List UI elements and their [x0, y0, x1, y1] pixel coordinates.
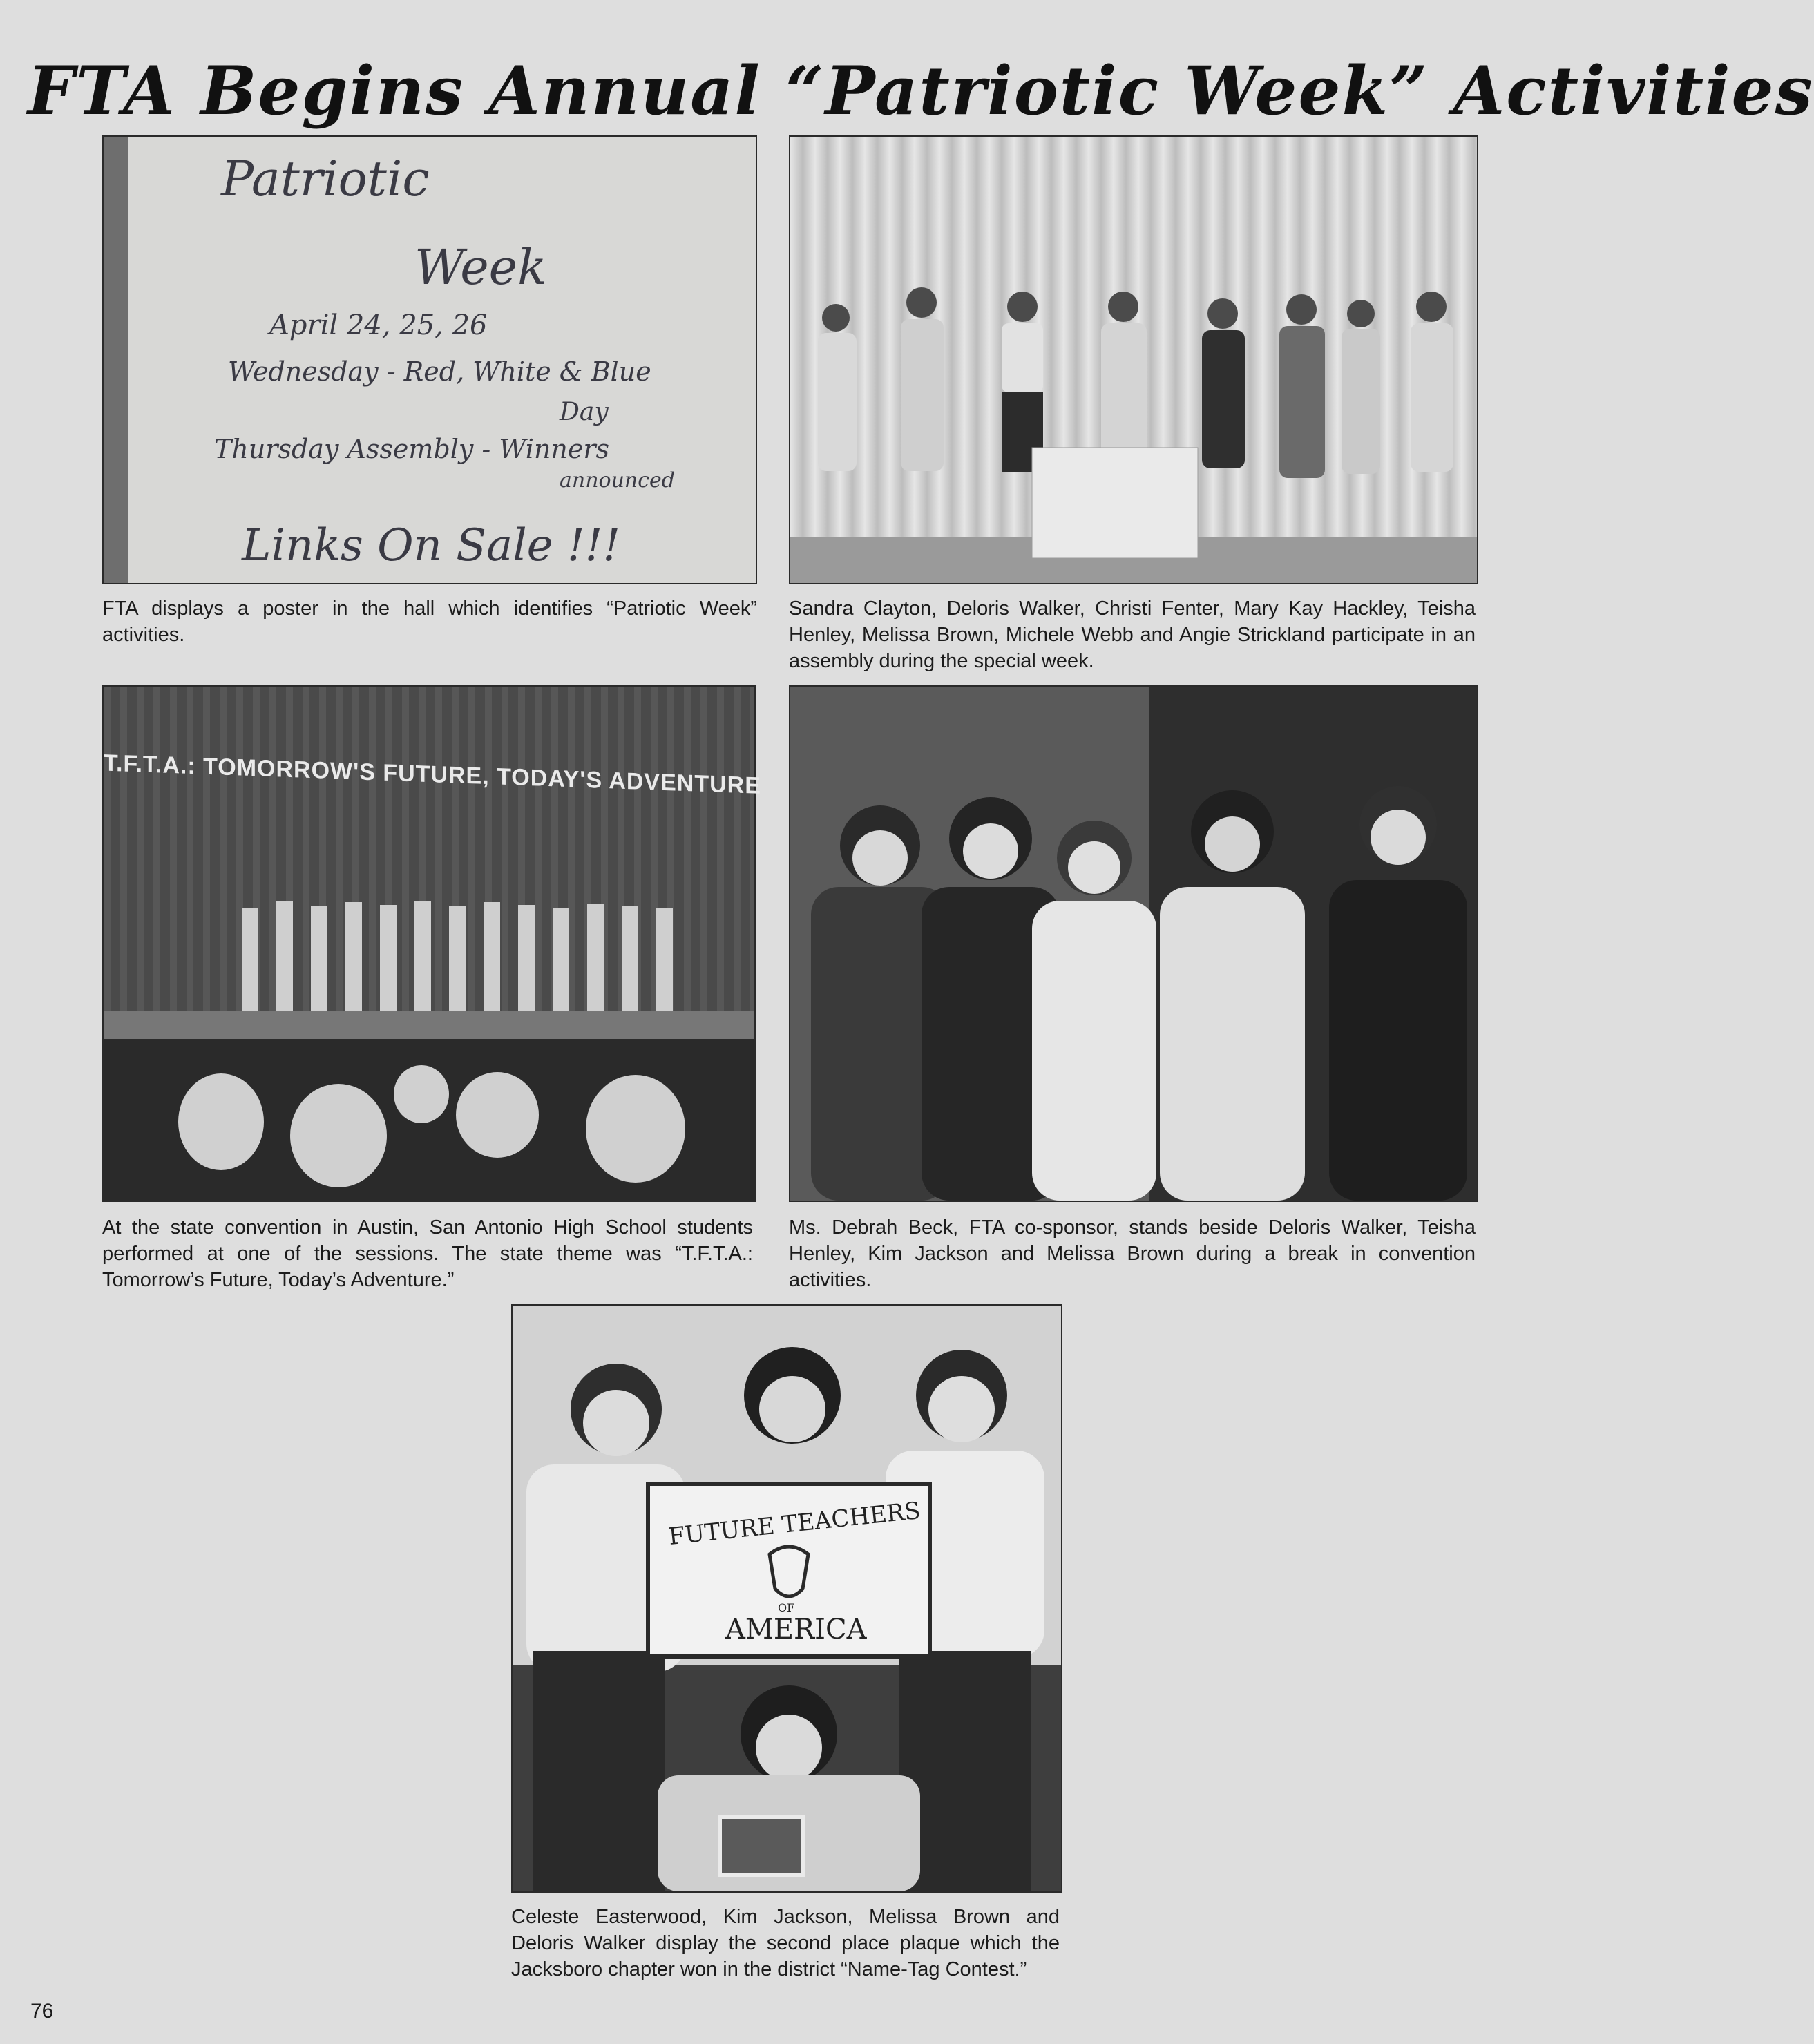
- poster-caption: FTA displays a poster in the hall which identifies “Patriotic Week” activities.: [102, 598, 757, 646]
- poster-line-1: Patriotic: [221, 151, 430, 207]
- group-photo: [789, 685, 1478, 1202]
- assembly-photo: [789, 135, 1478, 584]
- poster-line-5: Day: [560, 398, 609, 426]
- stage-banner-text: T.F.T.A.: TOMORROW'S FUTURE, TODAY'S ADVENTURE: [104, 749, 761, 799]
- poster-line-6: Thursday Assembly - Winners: [214, 434, 610, 464]
- page-title: FTA Begins Annual “Patriotic Week” Activities: [28, 52, 1814, 130]
- assembly-caption: Sandra Clayton, Deloris Walker, Christi Fenter, Mary Kay Hackley, Teisha Henley, Melissa Brown, Michele Webb and Angie Strickland participate in an assembly during the special week.: [789, 598, 1476, 672]
- assembly-scene: [790, 137, 1477, 583]
- flag-text-bottom: AMERICA: [725, 1614, 867, 1645]
- plaque-caption: Celeste Easterwood, Kim Jackson, Melissa Brown and Deloris Walker display the second place plaque which the Jacksboro chapter won in the district “Name-Tag Contest.”: [511, 1906, 1060, 1980]
- poster-line-2: Week: [414, 239, 547, 296]
- group-scene: [790, 687, 1477, 1201]
- poster-photo: [102, 135, 757, 584]
- plaque-photo: [511, 1304, 1062, 1893]
- poster-line-3: April 24, 25, 26: [269, 309, 488, 341]
- flag-text-of: OF: [778, 1601, 795, 1614]
- flag-text-top: FUTURE TEACHERS: [667, 1496, 922, 1551]
- group-caption: Ms. Debrah Beck, FTA co-sponsor, stands beside Deloris Walker, Teisha Henley, Kim Jackson and Melissa Brown during a break in convention activities.: [789, 1216, 1476, 1291]
- poster-line-8: Links On Sale !!!: [242, 520, 621, 571]
- page-number: 76: [30, 2000, 54, 2023]
- convention-stage-caption: At the state convention in Austin, San Antonio High School students performed at one of the sessions. The state theme was “T.F.T.A.: Tomorrow’s Future, Today’s Adventure.”: [102, 1216, 753, 1291]
- poster-line-4: Wednesday - Red, White & Blue: [228, 356, 651, 387]
- plaque-scene: [513, 1306, 1061, 1891]
- convention-stage-photo: [102, 685, 761, 1202]
- poster-line-7: announced: [560, 468, 675, 493]
